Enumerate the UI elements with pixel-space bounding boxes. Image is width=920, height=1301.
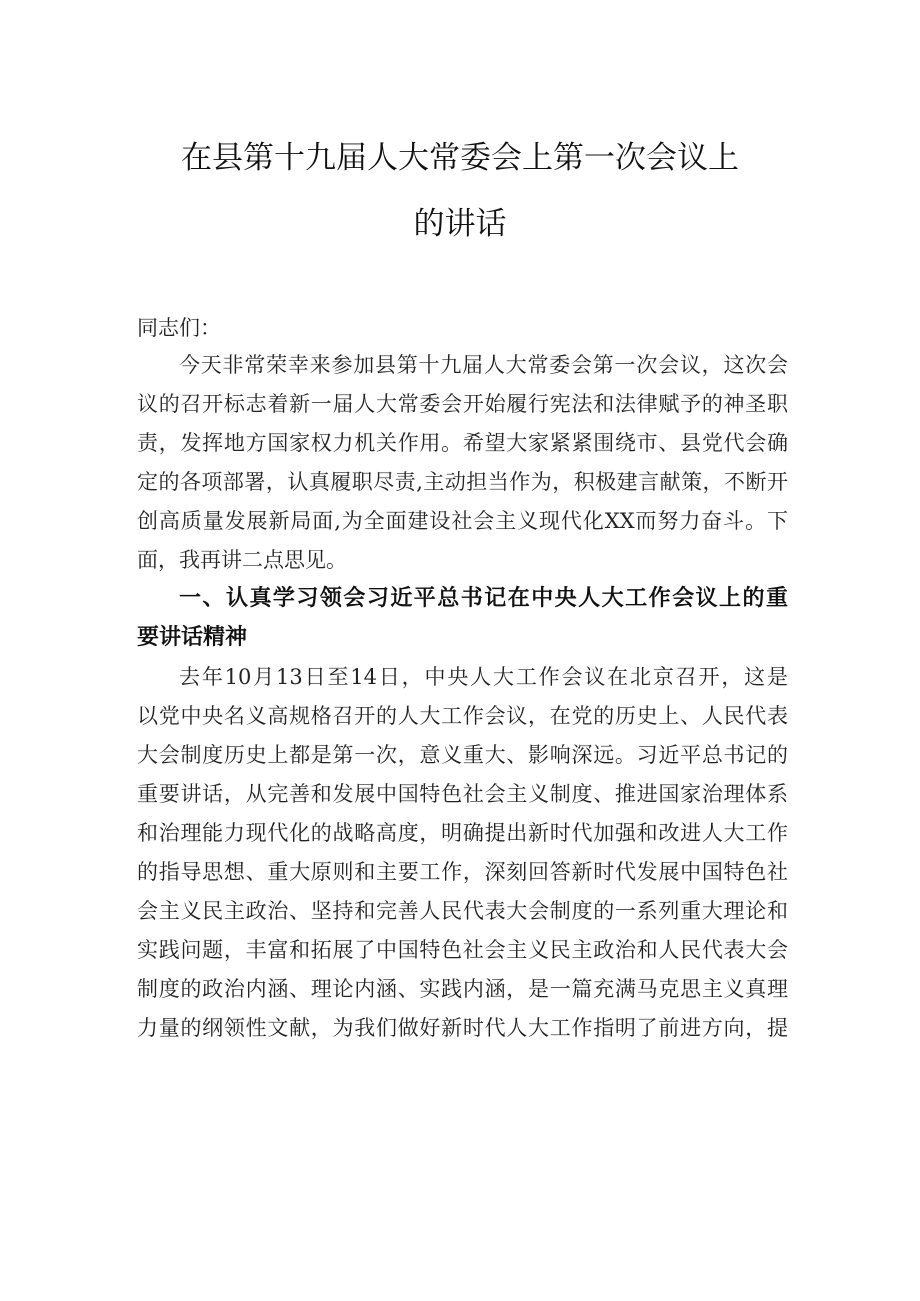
paragraph-2-line: 以党中央名义高规格召开的人大工作会议，在党的历史上、人民代表 [137,704,788,728]
paragraph-1-line: 创高质量发展新局面,为全面建设社会主义现代化XX而努力奋斗。下 [137,509,788,533]
paragraph-1-line: 议的召开标志着新一届人大常委会开始履行宪法和法律赋予的神圣职 [137,392,788,416]
paragraph-2-line: 会主义民主政治、坚持和完善人民代表大会制度的一系列重大理论和 [137,899,788,923]
paragraph-2-line: 制度的政治内涵、理论内涵、实践内涵，是一篇充满马克思主义真理 [137,977,788,1001]
paragraph-2-line: 力量的纲领性文献，为我们做好新时代人大工作指明了前进方向，提 [137,1016,788,1040]
paragraph-1-line: 面，我再讲二点思见。 [137,548,347,572]
paragraph-2-line: 重要讲话，从完善和发展中国特色社会主义制度、推进国家治理体系 [137,782,788,806]
paragraph-1-line: 责，发挥地方国家权力机关作用。希望大家紧紧围绕市、县党代会确 [137,431,788,455]
paragraph-2-line: 的指导思想、重大原则和主要工作，深刻回答新时代发展中国特色社 [137,860,788,884]
document-title-line-1: 在县第十九届人大常委会上第一次会议上 [181,140,739,176]
paragraph-2-line: 和治理能力现代化的战略高度，明确提出新时代加强和改进人大工作 [137,821,788,845]
paragraph-2-line: 去年10月13日至14日，中央人大工作会议在北京召开，这是 [179,665,788,689]
paragraph-2-line: 实践问题，丰富和拓展了中国特色社会主义民主政治和人民代表大会 [137,938,788,962]
section-1-heading-line: 要讲话精神 [137,625,248,650]
paragraph-2-line: 大会制度历史上都是第一次，意义重大、影响深远。习近平总书记的 [137,743,788,767]
document-title-line-2: 的讲话 [413,206,507,242]
paragraph-1-line: 今天非常荣幸来参加县第十九届人大常委会第一次会议，这次会 [179,353,788,377]
paragraph-1-line: 定的各项部署，认真履职尽责,主动担当作为，积极建言献策，不断开 [137,470,788,494]
salutation: 同志们： [137,316,221,340]
section-1-heading-line: 一、认真学习领会习近平总书记在中央人大工作会议上的重 [179,586,788,611]
